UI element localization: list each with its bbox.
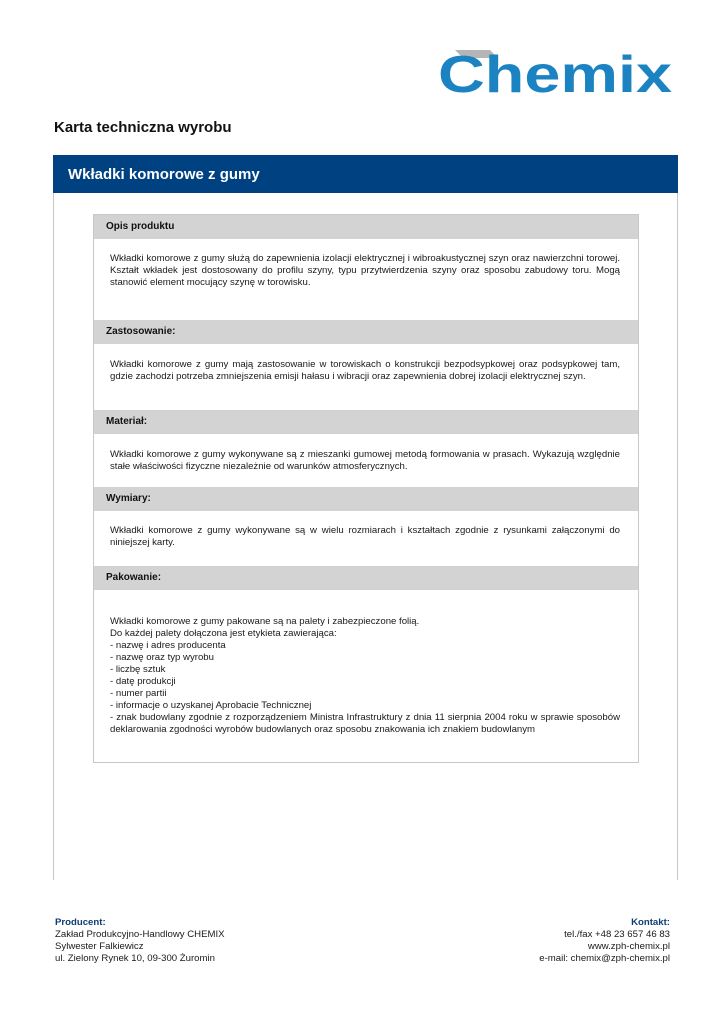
logo-wordmark: Chemix — [438, 46, 673, 96]
section-opis — [94, 215, 638, 320]
product-title-banner: Wkładki komorowe z gumy — [53, 155, 678, 193]
footer-producer — [55, 917, 225, 965]
section-material — [94, 410, 638, 487]
producer-line: Zakład Produkcyjno-Handlowy CHEMIX — [55, 929, 225, 940]
section-heading: Opis produktu — [94, 215, 638, 239]
producer-line: ul. Zielony Rynek 10, 09-300 Żuromin — [55, 953, 215, 964]
section-text: Wkładki komorowe z gumy wykonywane są z mieszanki gumowej metodą formowania w prasach. Wykazują względnie stałe właściwości fizyczne niezależnie od warunków atmosferycznych. — [110, 449, 620, 472]
section-text: Wkładki komorowe z gumy wykonywane są w wielu rozmiarach i kształtach zgodnie z rysunkami załączonymi do niniejszej karty. — [110, 525, 620, 548]
producer-line: Sylwester Falkiewicz — [55, 941, 144, 952]
footer-contact — [539, 917, 670, 965]
section-text: Wkładki komorowe z gumy mają zastosowanie w torowiskach o konstrukcji bezpodsypkowej oraz podsypkowej tam, gdzie zachodzi potrzeba zmniejszenia emisji hałasu i wibracji oraz zapewnienia dobrej izolacji elektrycznej szyn. — [110, 359, 620, 382]
packing-line: - numer partii — [110, 688, 167, 699]
producer-label: Producent: — [55, 917, 106, 928]
section-heading: Zastosowanie: — [94, 320, 638, 344]
contact-email[interactable]: e-mail: chemix@zph-chemix.pl — [539, 953, 670, 964]
packing-line: Do każdej palety dołączona jest etykieta zawierająca: — [110, 628, 337, 639]
packing-line: - nazwę oraz typ wyrobu — [110, 652, 214, 663]
contact-phone: tel./fax +48 23 657 46 83 — [564, 929, 670, 940]
chemix-logo — [438, 46, 674, 96]
contact-label: Kontakt: — [631, 917, 670, 928]
section-text: Wkładki komorowe z gumy służą do zapewnienia izolacji elektrycznej i wibroakustycznej szyn oraz nawierzchni torowej. Kształt wkładek jest dostosowany do profilu szyny, typu przytwierdzenia szyny oraz sposobu zabudowy toru. Mogą stanowić element mocujący szynę w torowisku. — [110, 253, 620, 288]
packing-line: Wkładki komorowe z gumy pakowane są na palety i zabezpieczone folią. — [110, 616, 420, 627]
packing-line: - informacje o uzyskanej Aprobacie Technicznej — [110, 700, 312, 711]
packing-line: - datę produkcji — [110, 676, 176, 687]
section-wymiary — [94, 487, 638, 566]
packing-line: - znak budowlany zgodnie z rozporządzeniem Ministra Infrastruktury z dnia 11 sierpnia 2004 roku w sprawie sposobów deklarowania zgodności wyrobów budowlanych oraz sposobu znakowania ich znakiem budowlanym — [110, 712, 620, 735]
section-heading: Materiał: — [94, 410, 638, 434]
section-pakowanie — [94, 566, 638, 762]
document-title: Karta techniczna wyrobu — [54, 119, 232, 136]
section-zastosowanie — [94, 320, 638, 410]
sections-box — [93, 214, 639, 763]
section-text — [94, 590, 638, 762]
packing-line: - liczbę sztuk — [110, 664, 166, 675]
section-heading: Pakowanie: — [94, 566, 638, 590]
contact-website[interactable]: www.zph-chemix.pl — [587, 941, 670, 952]
section-heading: Wymiary: — [94, 487, 638, 511]
packing-line: - nazwę i adres producenta — [110, 640, 226, 651]
